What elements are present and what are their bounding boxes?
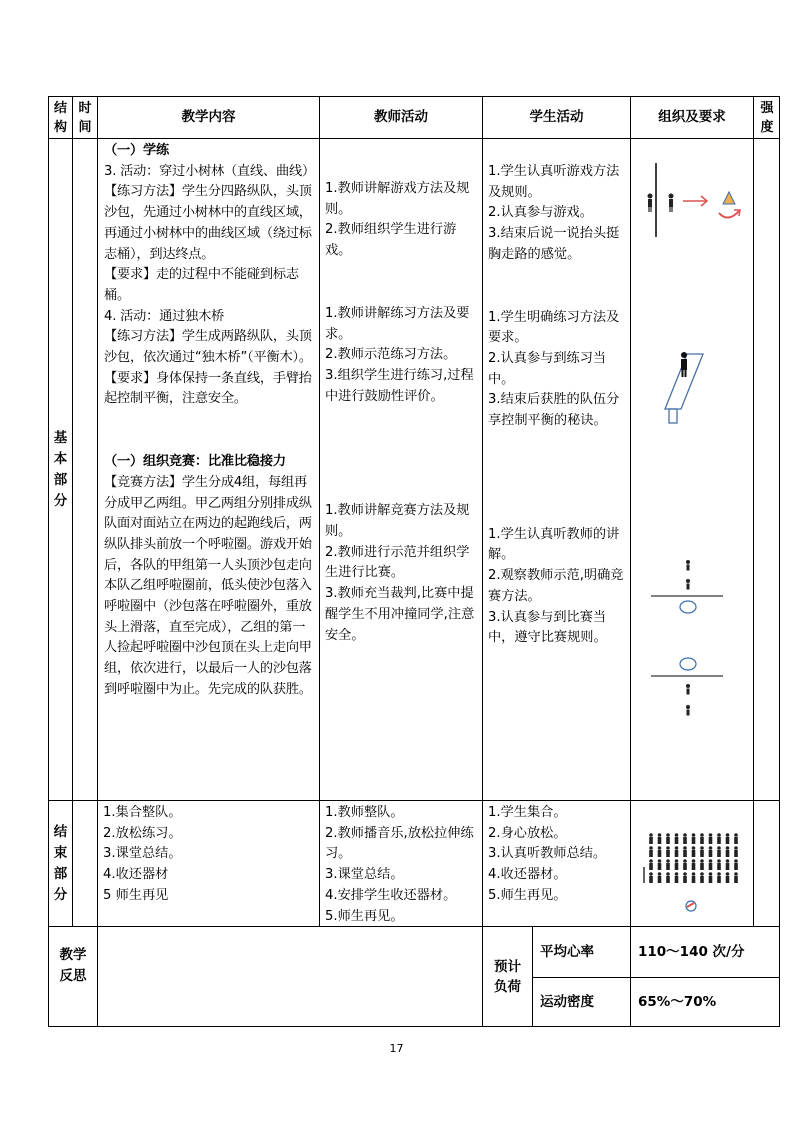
student-figure-icon bbox=[675, 846, 679, 857]
student-item: 3.认真参与到比赛当中，遵守比赛规则。 bbox=[488, 609, 607, 646]
ending-time-cell bbox=[72, 800, 97, 926]
ending-teacher-item: 1.教师整队。 bbox=[325, 805, 404, 820]
header-organization: 组织及要求 bbox=[630, 96, 753, 138]
header-intensity: 强度 bbox=[753, 96, 780, 138]
student-figure-icon bbox=[734, 872, 738, 883]
student-figure-icon bbox=[683, 846, 687, 857]
arrow-icon bbox=[683, 196, 707, 206]
ending-teacher-cell bbox=[319, 800, 482, 926]
student-figure-icon bbox=[649, 846, 653, 857]
student-figure-icon bbox=[692, 859, 696, 870]
student-figure-icon bbox=[658, 833, 662, 844]
heart-rate-value: 110～140 次/分 bbox=[630, 926, 780, 977]
student-item: 1.学生认真听游戏方法及规则。 bbox=[488, 164, 620, 200]
student-figure-icon bbox=[709, 833, 713, 844]
ending-content-item: 1.集合整队。 bbox=[103, 805, 182, 820]
student-item: 3.结束后获胜的队伍分享控制平衡的秘诀。 bbox=[488, 392, 620, 429]
teacher-item: 3.组织学生进行练习,过程中进行鼓励性评价。 bbox=[325, 367, 474, 404]
student-figure-icon bbox=[675, 833, 679, 844]
basic-student-cell bbox=[482, 138, 630, 800]
ending-content-item: 5 师生再见 bbox=[103, 887, 169, 903]
header-structure: 结构 bbox=[48, 96, 72, 138]
ending-student-item: 2.身心放松。 bbox=[488, 825, 567, 841]
ending-teacher-item: 5.师生再见。 bbox=[325, 908, 404, 924]
ending-content-cell bbox=[97, 800, 319, 926]
student-item: 2.观察教师示范,明确竞赛方法。 bbox=[488, 568, 624, 604]
student-figure-icon bbox=[648, 194, 653, 213]
student-figure-icon bbox=[681, 352, 687, 377]
student-figure-icon bbox=[726, 872, 730, 883]
ending-student-item: 5.师生再见。 bbox=[488, 887, 567, 903]
teacher-item: 3.教师充当裁判,比赛中提醒学生不用冲撞同学,注意安全。 bbox=[325, 586, 475, 643]
expected-load-label: 预计负荷 bbox=[482, 926, 532, 1027]
activity-3-requirement: 【要求】走的过程中不能碰到标志桶。 bbox=[104, 267, 299, 303]
reflection-label: 教学反思 bbox=[48, 926, 97, 1027]
ending-teacher-item: 2.教师播音乐,放松拉伸练习。 bbox=[325, 825, 474, 862]
student-item: 2.认真参与到练习当中。 bbox=[488, 350, 607, 387]
student-item: 1.学生明确练习方法及要求。 bbox=[488, 309, 620, 346]
student-figure-icon bbox=[717, 872, 721, 883]
ending-student-cell bbox=[482, 800, 630, 926]
student-figure-icon bbox=[666, 859, 670, 870]
student-figure-icon bbox=[649, 833, 653, 844]
student-figure-icon bbox=[726, 833, 730, 844]
student-figure-icon bbox=[717, 833, 721, 844]
reflection-text-area bbox=[97, 926, 482, 1027]
teacher-item: 2.教师组织学生进行游戏。 bbox=[325, 222, 457, 259]
ending-content-item: 4.收还器材 bbox=[103, 867, 169, 883]
basic-content-cell bbox=[97, 138, 319, 800]
teacher-item: 2.教师示范练习方法。 bbox=[325, 347, 457, 363]
hula-hoop-icon bbox=[680, 658, 696, 670]
student-figure-icon bbox=[726, 846, 730, 857]
student-figure-icon bbox=[675, 872, 679, 883]
student-figure-icon bbox=[700, 833, 704, 844]
hula-hoop-icon bbox=[680, 601, 696, 613]
ending-teacher-item: 3.课堂总结。 bbox=[325, 867, 404, 883]
student-item: 1.学生认真听教师的讲解。 bbox=[488, 526, 620, 563]
student-figure-icon bbox=[734, 859, 738, 870]
student-figure-icon bbox=[686, 560, 690, 571]
ending-teacher-item: 4.安排学生收还器材。 bbox=[325, 887, 457, 903]
student-figure-icon bbox=[692, 846, 696, 857]
page-number: 17 bbox=[389, 1042, 404, 1055]
activity-4-method: 【练习方法】学生成两路纵队，头顶沙包，依次通过“独木桥”（平衡木）。 bbox=[104, 329, 312, 366]
student-figure-icon bbox=[649, 872, 653, 883]
ending-section-label: 结束部分 bbox=[48, 800, 72, 926]
cone-icon bbox=[723, 192, 735, 204]
header-time: 时间 bbox=[72, 96, 97, 138]
teacher-item: 2.教师进行示范并组织学生进行比赛。 bbox=[325, 544, 470, 581]
student-figure-icon bbox=[734, 833, 738, 844]
student-figure-icon bbox=[658, 872, 662, 883]
basic-section-label: 基本部分 bbox=[48, 138, 72, 800]
student-item: 3.结束后说一说抬头挺胸走路的感觉。 bbox=[488, 226, 620, 262]
ending-content-item: 2.放松练习。 bbox=[103, 825, 182, 841]
student-figure-icon bbox=[686, 705, 690, 716]
student-figure-icon bbox=[683, 859, 687, 870]
teacher-item: 1.教师讲解竞赛方法及规则。 bbox=[325, 503, 470, 540]
student-figure-icon bbox=[709, 859, 713, 870]
basic-organization-cell bbox=[630, 138, 753, 800]
activity-4-title: 4. 活动：通过独木桥 bbox=[104, 308, 225, 324]
student-figure-icon bbox=[686, 684, 690, 695]
ending-intensity-cell bbox=[753, 800, 780, 926]
basic-teacher-cell bbox=[319, 138, 482, 800]
ending-student-item: 4.收还器材。 bbox=[488, 867, 567, 883]
curved-arrow-icon bbox=[719, 211, 739, 218]
ending-organization-cell bbox=[630, 800, 753, 926]
activity-4-requirement: 【要求】身体保持一条直线，手臂抬起控制平衡，注意安全。 bbox=[104, 370, 312, 407]
student-figure-icon bbox=[666, 872, 670, 883]
activity-3-method: 【练习方法】学生分四路纵队，头顶沙包，先通过小树林中的直线区域，再通过小树林中的曲线区域（绕过标志桶），到达终点。 bbox=[104, 184, 312, 262]
student-figure-icon bbox=[717, 859, 721, 870]
student-figure-icon bbox=[669, 194, 674, 213]
ending-student-item: 3.认真听教师总结。 bbox=[488, 846, 607, 862]
student-figure-icon bbox=[717, 846, 721, 857]
lesson-plan-table bbox=[48, 96, 780, 1027]
student-crowd-icon bbox=[649, 833, 738, 883]
exercise-density-label: 运动密度 bbox=[532, 977, 630, 1027]
forest-formation-diagram bbox=[631, 159, 754, 259]
relay-formation-diagram bbox=[631, 557, 754, 727]
student-figure-icon bbox=[658, 859, 662, 870]
student-figure-icon bbox=[726, 859, 730, 870]
teacher-item: 1.教师讲解练习方法及要求。 bbox=[325, 305, 470, 342]
ending-content-item: 3.课堂总结。 bbox=[103, 846, 182, 862]
student-figure-icon bbox=[700, 859, 704, 870]
student-figure-icon bbox=[675, 859, 679, 870]
assembly-formation-diagram bbox=[631, 801, 754, 927]
section-heading-practice: （一）学练 bbox=[104, 143, 169, 158]
exercise-density-value: 65%～70% bbox=[630, 977, 780, 1027]
student-figure-icon bbox=[734, 846, 738, 857]
ending-student-item: 1.学生集合。 bbox=[488, 805, 567, 820]
header-content: 教学内容 bbox=[97, 96, 319, 138]
student-figure-icon bbox=[649, 859, 653, 870]
basic-time-cell bbox=[72, 138, 97, 800]
teacher-item: 1.教师讲解游戏方法及规则。 bbox=[325, 181, 470, 217]
student-figure-icon bbox=[709, 872, 713, 883]
competition-method: 【竞赛方法】学生分成4组，每组再分成甲乙两组。甲乙两组分别排成纵队面对面站立在两边的起跑线后，两纵队排头前放一个呼啦圈。游戏开始后，各队的甲组第一人头顶沙包走向本队乙组呼啦圈前，低头使沙包落入呼啦圈中（沙包落在呼啦圈外，重放头上滑落，直至完成），乙组的第一人捡起呼啦圈中沙包顶在头上走向甲组，依次进行，以最后一人的沙包落到呼啦圈中为止。先完成的队获胜。 bbox=[104, 474, 312, 697]
student-figure-icon bbox=[692, 833, 696, 844]
student-figure-icon bbox=[666, 846, 670, 857]
section-heading-competition: （一）组织竞赛：比准比稳接力 bbox=[104, 454, 286, 470]
header-teacher: 教师活动 bbox=[319, 96, 482, 138]
heart-rate-label: 平均心率 bbox=[532, 926, 630, 977]
student-figure-icon bbox=[658, 846, 662, 857]
student-item: 2.认真参与游戏。 bbox=[488, 205, 593, 221]
basic-intensity-cell bbox=[753, 138, 780, 800]
student-figure-icon bbox=[692, 872, 696, 883]
student-figure-icon bbox=[686, 579, 690, 590]
balance-beam-diagram bbox=[631, 349, 754, 449]
student-figure-icon bbox=[700, 846, 704, 857]
header-student: 学生活动 bbox=[482, 96, 630, 138]
student-figure-icon bbox=[666, 833, 670, 844]
activity-3-title: 3. 活动：穿过小树林（直线、曲线） bbox=[104, 163, 315, 179]
student-figure-icon bbox=[709, 846, 713, 857]
student-figure-icon bbox=[683, 872, 687, 883]
student-figure-icon bbox=[700, 872, 704, 883]
student-figure-icon bbox=[683, 833, 687, 844]
